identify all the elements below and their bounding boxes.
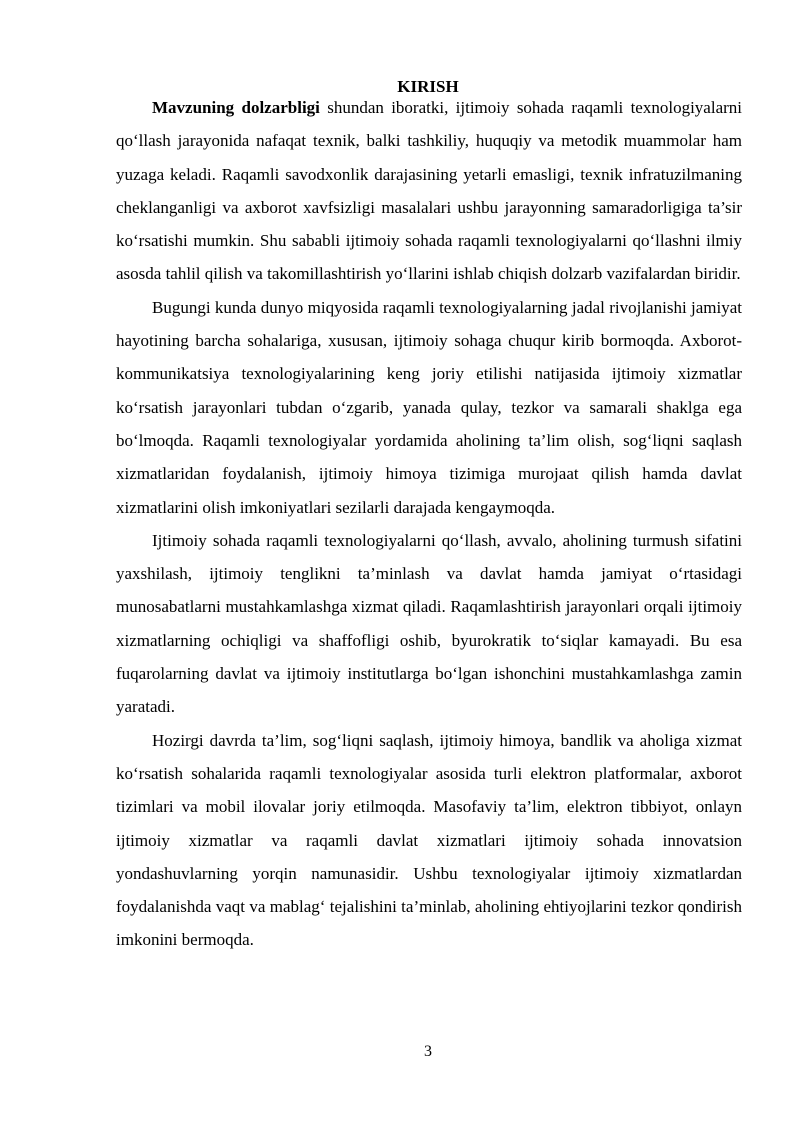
paragraph-text: Hozirgi davrda ta’lim, sog‘liqni saqlash, ijtimoiy himoya, bandlik va aholiga xizmat ko‘rsatish sohalarida raqamli texnologiyalar asosida turli elektron platformalar, axborot tizimlari va mobil ilovalar joriy etilmoqda. Masofaviy ta’lim, elektron tibbiyot, onlayn ijtimoiy xizmatlar va raqamli davlat xizmatlari ijtimoiy sohada innovatsion yondashuvlarning yorqin namunasidir. Ushbu texnologiyalar ijtimoiy xizmatlardan foydalanishda vaqt va mablag‘ tejalishini ta’minlab, aholining ehtiyojlarini tezkor qondirish imkonini bermoqda.	[116, 730, 742, 950]
paragraph	[116, 724, 742, 957]
paragraph-relevance	[116, 91, 742, 291]
paragraph-text: shundan iboratki, ijtimoiy sohada raqamli texnologiyalarni qo‘llash jarayonida nafaqat texnik, balki tashkiliy, huquqiy va metodik muammolar ham yuzaga keladi. Raqamli savodxonlik darajasining yetarli emasligi, texnik infratuzilmaning cheklanganligi va axborot xavfsizligi masalalari ushbu jarayonning samaradorligiga ta’sir ko‘rsatishi mumkin. Shu sababli ijtimoiy sohada raqamli texnologiyalarni qo‘llashni ilmiy asosda tahlil qilish va takomillashtirish yo‘llarini ishlab chiqish dolzarb vazifalardan biridir.	[116, 98, 743, 284]
paragraph-text: Bugungi kunda dunyo miqyosida raqamli texnologiyalarning jadal rivojlanishi jamiyat hayotining barcha sohalariga, xususan, ijtimoiy sohaga chuqur kirib bormoqda. Axborot-kommunikatsiya texnologiyalarining keng joriy etilishi natijasida ijtimoiy xizmatlar ko‘rsatish jarayonlari tubdan o‘zgarib, yanada qulay, tezkor va samarali shaklga ega bo‘lmoqda. Raqamli texnologiyalar yordamida aholining ta’lim olish, sog‘liqni saqlash xizmatlaridan foydalanish, ijtimoiy himoya tizimiga murojaat qilish hamda davlat xizmatlarini olish imkoniyatlari sezilarli darajada kengaymoqda.	[116, 297, 742, 517]
section-title: KIRISH	[397, 77, 459, 96]
document-body	[116, 91, 742, 957]
paragraph	[116, 524, 742, 724]
paragraph-text: Ijtimoiy sohada raqamli texnologiyalarni qo‘llash, avvalo, aholining turmush sifatini yaxshilash, ijtimoiy tenglikni ta’minlash va davlat hamda jamiyat o‘rtasidagi munosabatlarni mustahkamlashga xizmat qiladi. Raqamlashtirish jarayonlari orqali ijtimoiy xizmatlarning ochiqligi va shaffofligi oshib, byurokratik to‘siqlar kamayadi. Bu esa fuqarolarning davlat va ijtimoiy institutlarga bo‘lgan ishonchini mustahkamlashga zamin yaratadi.	[116, 530, 742, 717]
paragraph	[116, 291, 742, 524]
paragraph-lead-term: Mavzuning dolzarbligi	[152, 98, 320, 117]
page-number: 3	[424, 1043, 432, 1060]
